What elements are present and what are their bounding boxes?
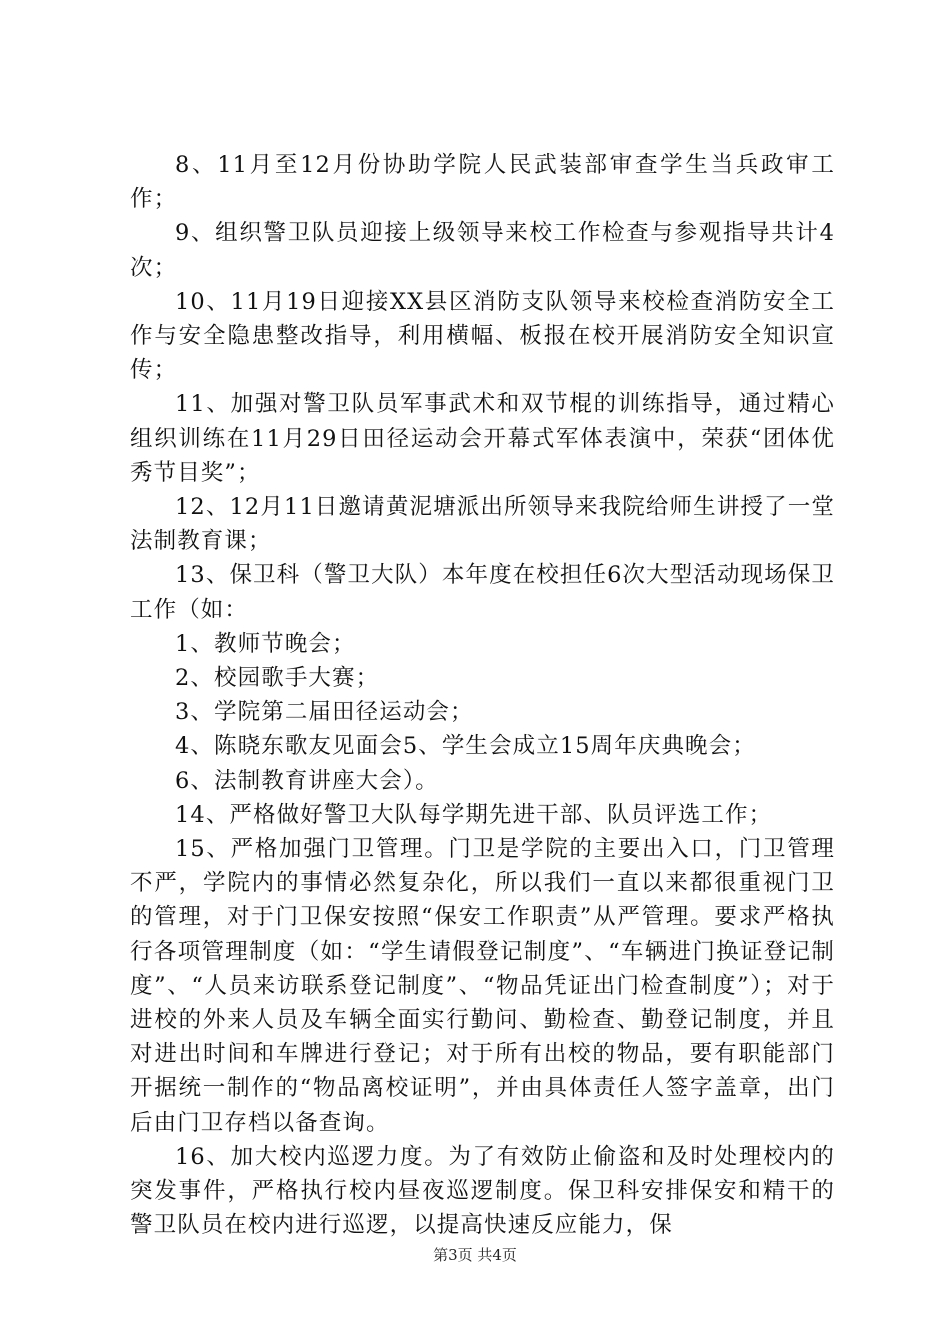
paragraph-subitem-6: 6、法制教育讲座大会）。 — [175, 767, 439, 794]
paragraph-item-16: 16、加大校内巡逻力度。为了有效防止偷盗和及时处理校内的突发事件，严格执行校内昼夜巡逻制度。保卫科安排保安和精干的警卫队员在校内进行巡逻，以提高快速反应能力，保 — [130, 1143, 835, 1239]
page-number-footer: 第3页 共4页 — [433, 1246, 517, 1264]
paragraph-item-13: 13、保卫科（警卫大队）本年度在校担任6次大型活动现场保卫工作（如： — [130, 562, 835, 623]
paragraph-item-9: 9、组织警卫队员迎接上级领导来校工作检查与参观指导共计4次； — [130, 220, 835, 281]
paragraph-item-10: 10、11月19日迎接XX县区消防支队领导来校检查消防安全工作与安全隐患整改指导，利用横幅、板报在校开展消防安全知识宣传； — [130, 288, 835, 384]
paragraph-item-12: 12、12月11日邀请黄泥塘派出所领导来我院给师生讲授了一堂法制教育课； — [130, 494, 835, 555]
paragraph-subitem-3: 3、学院第二届田径运动会； — [175, 699, 474, 726]
paragraph-subitem-1: 1、教师节晚会； — [175, 630, 356, 657]
document-body — [130, 148, 835, 1243]
paragraph-item-15: 15、严格加强门卫管理。门卫是学院的主要出入口，门卫管理不严，学院内的事情必然复杂化，所以我们一直以来都很重视门卫的管理，对于门卫保安按照“保安工作职责”从严管理。要求严格执行各项管理制度（如：“学生请假登记制度”、“车辆进门换证登记制度”、“人员来访联系登记制度”、“物品凭证出门检查制度”）；对于进校的外来人员及车辆全面实行勤问、勤检查、勤登记制度，并且对进出时间和车牌进行登记；对于所有出校的物品，要有职能部门开据统一制作的“物品离校证明”，并由具体责任人签字盖章，出门后由门卫存档以备查询。 — [130, 836, 835, 1136]
paragraph-item-8: 8、11月至12月份协助学院人民武装部审查学生当兵政审工作； — [130, 152, 835, 213]
paragraph-subitem-2: 2、校园歌手大赛； — [175, 665, 380, 692]
paragraph-item-11: 11、加强对警卫队员军事武术和双节棍的训练指导，通过精心组织训练在11月29日田径运动会开幕式军体表演中，荣获“团体优秀节目奖”； — [130, 391, 835, 486]
paragraph-item-14: 14、严格做好警卫大队每学期先进干部、队员评选工作； — [175, 801, 773, 828]
paragraph-subitem-4-5: 4、陈晓东歌友见面会5、学生会成立15周年庆典晚会； — [175, 733, 756, 760]
